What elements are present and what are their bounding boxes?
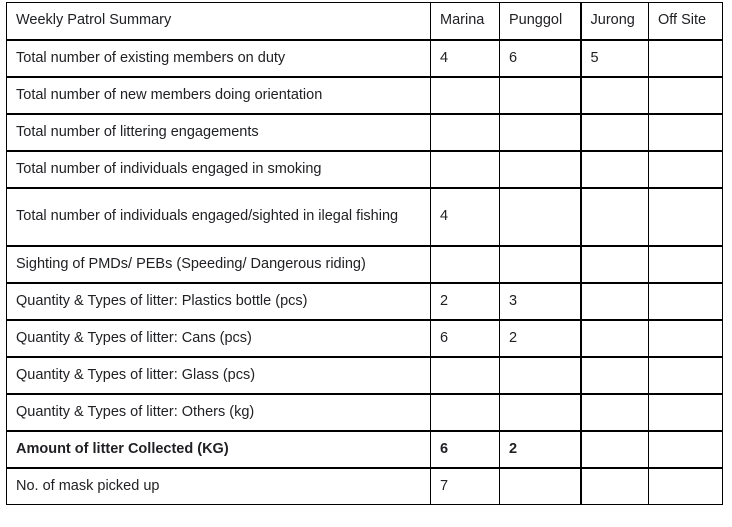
cell-punggol: 2 [500,431,581,468]
cell-off-site [649,394,723,431]
cell-jurong [581,357,649,394]
cell-off-site [649,468,723,505]
cell-punggol [500,468,581,505]
cell-off-site [649,320,723,357]
cell-jurong [581,431,649,468]
cell-off-site [649,40,723,77]
table-row [7,283,723,320]
cell-punggol: 6 [500,40,581,77]
cell-jurong [581,320,649,357]
cell-marina: 6 [431,431,500,468]
row-label: Total number of individuals engaged/sighted in ilegal fishing [7,188,431,246]
header-summary: Weekly Patrol Summary [7,3,431,40]
table-row [7,40,723,77]
cell-punggol [500,77,581,114]
cell-marina [431,246,500,283]
header-off-site: Off Site [649,3,723,40]
row-label: Quantity & Types of litter: Plastics bottle (pcs) [7,283,431,320]
row-label: Quantity & Types of litter: Cans (pcs) [7,320,431,357]
table-row-total [7,431,723,468]
cell-jurong [581,468,649,505]
cell-marina [431,114,500,151]
cell-marina [431,151,500,188]
table-row [7,151,723,188]
cell-jurong [581,77,649,114]
row-label: Quantity & Types of litter: Others (kg) [7,394,431,431]
cell-punggol [500,246,581,283]
cell-marina: 2 [431,283,500,320]
cell-marina: 7 [431,468,500,505]
cell-off-site [649,114,723,151]
cell-punggol [500,357,581,394]
table-row [7,114,723,151]
cell-jurong [581,188,649,246]
cell-punggol [500,394,581,431]
cell-off-site [649,77,723,114]
cell-punggol: 3 [500,283,581,320]
cell-punggol [500,114,581,151]
cell-marina [431,394,500,431]
table-row [7,468,723,505]
cell-jurong [581,246,649,283]
header-marina: Marina [431,3,500,40]
row-label: Total number of individuals engaged in smoking [7,151,431,188]
table-row [7,246,723,283]
cell-marina: 4 [431,40,500,77]
cell-jurong: 5 [581,40,649,77]
header-row [7,3,723,40]
weekly-patrol-summary-table [6,2,723,505]
cell-off-site [649,246,723,283]
table-row [7,77,723,114]
row-label: Total number of new members doing orientation [7,77,431,114]
cell-jurong [581,394,649,431]
cell-punggol [500,188,581,246]
table-row [7,188,723,246]
cell-off-site [649,431,723,468]
cell-off-site [649,151,723,188]
cell-marina: 6 [431,320,500,357]
header-jurong: Jurong [581,3,649,40]
table-row [7,320,723,357]
cell-punggol [500,151,581,188]
cell-punggol: 2 [500,320,581,357]
cell-jurong [581,283,649,320]
row-label: Sighting of PMDs/ PEBs (Speeding/ Dangerous riding) [7,246,431,283]
row-label: Amount of litter Collected (KG) [7,431,431,468]
cell-marina [431,77,500,114]
row-label: Total number of existing members on duty [7,40,431,77]
table-row [7,394,723,431]
cell-off-site [649,283,723,320]
row-label: Total number of littering engagements [7,114,431,151]
cell-jurong [581,151,649,188]
cell-off-site [649,357,723,394]
row-label: Quantity & Types of litter: Glass (pcs) [7,357,431,394]
table-row [7,357,723,394]
cell-jurong [581,114,649,151]
row-label: No. of mask picked up [7,468,431,505]
cell-off-site [649,188,723,246]
cell-marina [431,357,500,394]
header-punggol: Punggol [500,3,581,40]
cell-marina: 4 [431,188,500,246]
